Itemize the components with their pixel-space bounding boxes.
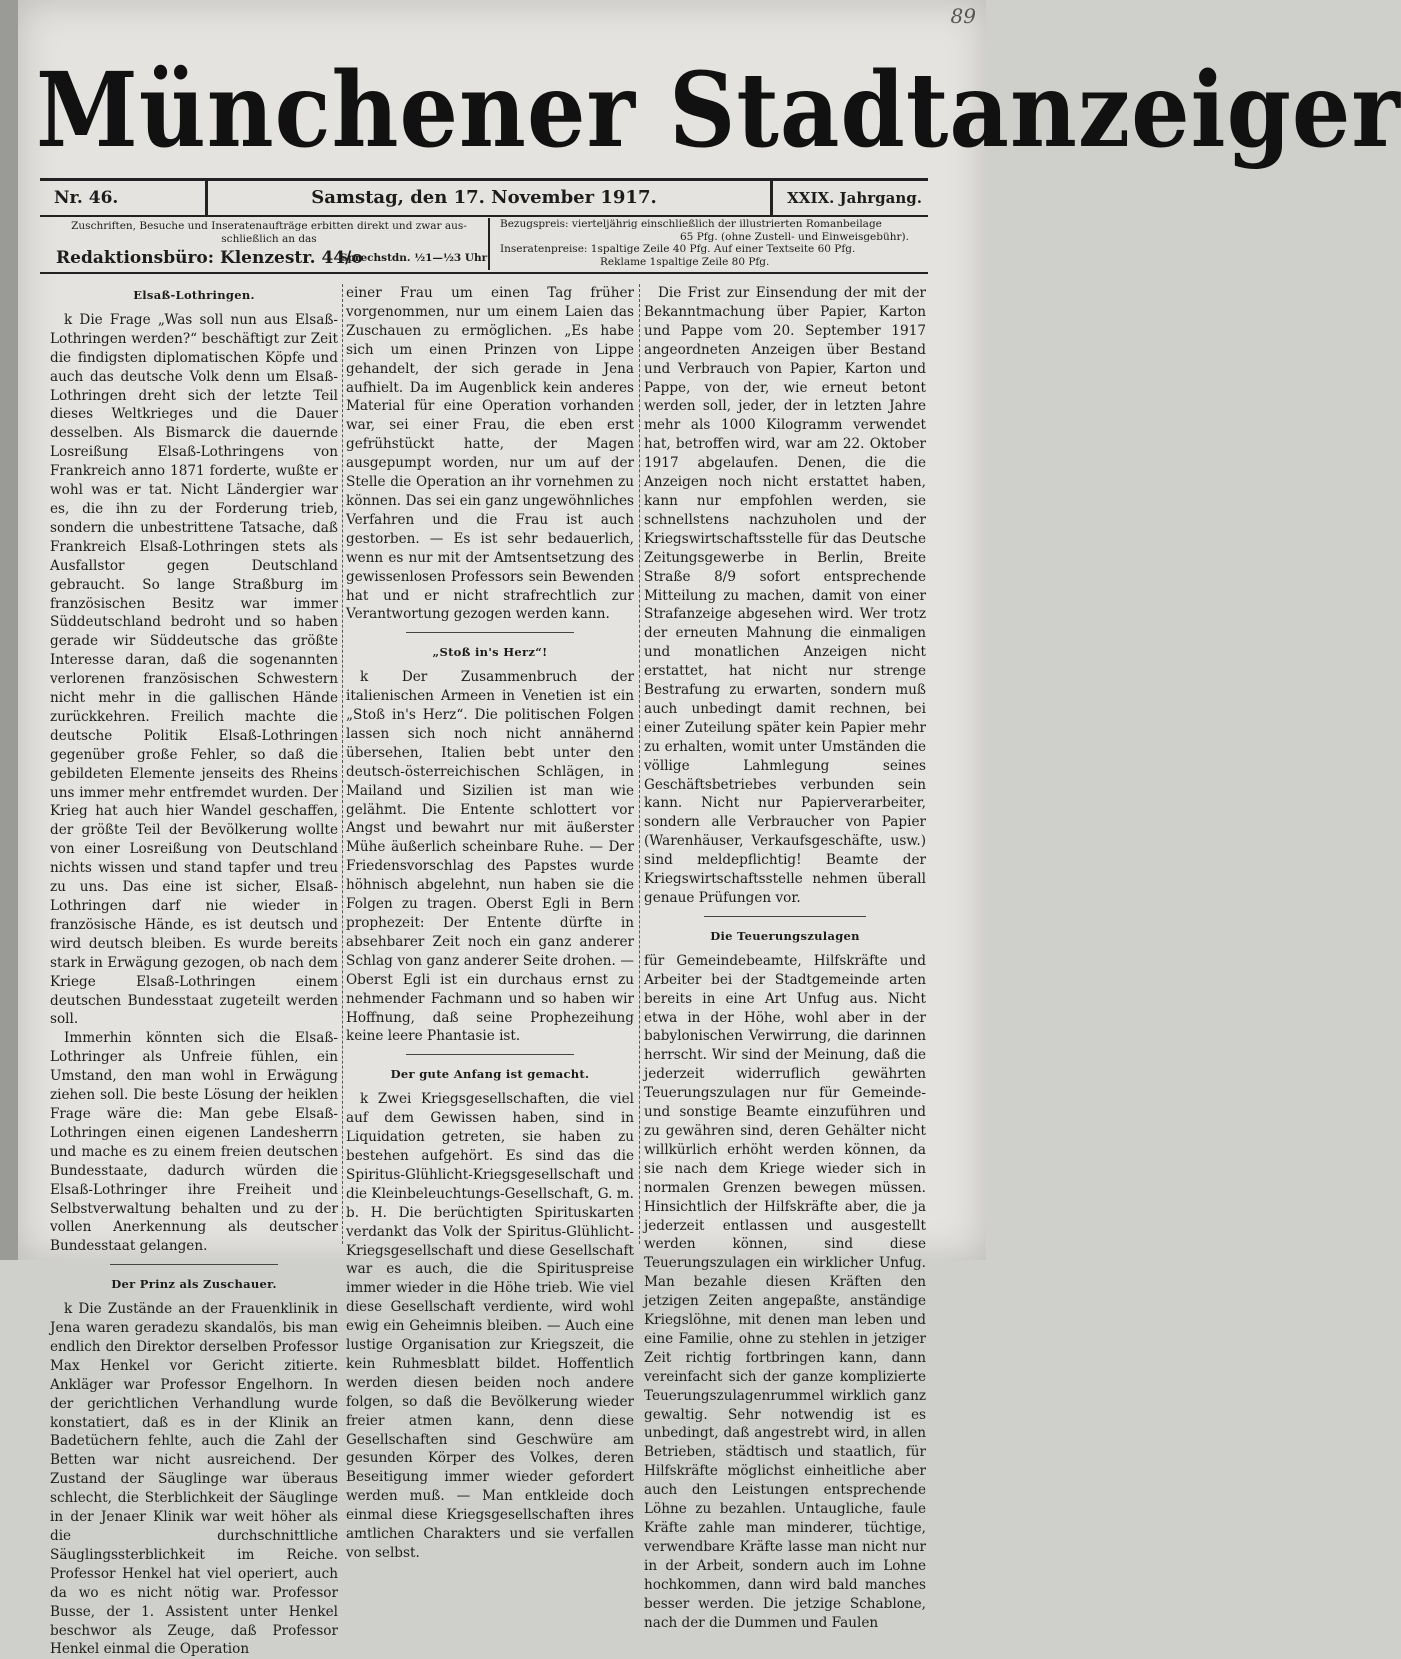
masthead-title: Münchener Stadtanzeiger (36, 49, 1401, 171)
contact-note-line: schließlich an das (221, 233, 317, 245)
pricing-line: 65 Pfg. (ohne Zustell- und Einweisgebühr). (680, 230, 909, 243)
article-paragraph: k Die Frage „Was soll nun aus Elsaß-Lothringen werden?“ beschäftigt zur Zeit die findigsten diplomatischen Köpfe und auch das deutsche Volk denn um Elsaß-Lothringen dreht sich der letzte Teil dieses Weltkrieges und die Dauer desselben. Als Bismarck die dauernde Losreißung Elsaß-Lothringens von Frankreich anno 1871 forderte, wußte er wohl was er tat. Nicht Ländergier war es, die ihn zu der Forderung trieb, sondern die unbestrittene Tatsache, daß Frankreich Elsaß-Lothringen stets als Ausfallstor gegen Deutschland gebraucht. So lange Straßburg im französischen Besitz war immer Süddeutschland bedroht und so haben gerade wir Süddeutsche das größte Interesse daran, daß die sogenannten verlorenen französischen Schwestern nicht mehr in die gallischen Hände zurückkehren. Freilich machte die deutsche Politik Elsaß-Lothringen gegenüber große Fehler, so daß die gebildeten Elemente jenseits des Rheins uns immer mehr entfremdet wurden. Der Krieg hat auch hier Wandel geschaffen, der größte Teil der Bevölkerung wollte von einer Losreißung von Deutschland nichts wissen und stand tapfer und treu zu uns. Das eine ist sicher, Elsaß-Lothringen darf nie wieder in französische Hände, es ist deutsch und wird deutsch bleiben. Es wurde bereits stark in Erwägung gezogen, ob nach dem Kriege Elsaß-Lothringen einem deutschen Bundesstaat zugeteilt werden soll. (50, 311, 338, 1028)
issue-date: Samstag, den 17. November 1917. (311, 187, 657, 208)
column-divider (342, 284, 343, 1244)
article-paragraph: einer Frau um einen Tag früher vorgenommen, nur um einem Laien das Zuschauen zu ermöglichen. „Es habe sich um einen Prinzen von Lippe gehandelt, der sich gerade in Jena aufhielt. Da im Augenblick kein anderes Material für eine Operation vorhanden war, sei einer Frau, die eben erst gefrühstückt hatte, der Magen ausgepumpt worden, nur um auf der Stelle die Operation an ihr vornehmen zu können. Das sei ein ganz ungewöhnliches Verfahren und die Frau ist auch gestorben. — Es ist sehr bedauerlich, wenn es nur mit der Amtsentsetzung des gewissenlosen Professors sein Bewenden hat und er nicht strafrechtlich zur Verantwortung gezogen werden kann. (346, 285, 634, 623)
info-divider (488, 218, 490, 270)
issue-number: Nr. 46. (54, 188, 119, 208)
column-divider (639, 284, 640, 1244)
pricing-line: Inseratenpreise: 1spaltige Zeile 40 Pfg. Auf einer Textseite 60 Pfg. (500, 243, 856, 255)
article-paragraph: k Die Zustände an der Frauenklinik in Jena waren geradezu skandalös, bis man endlich den Direktor derselben Professor Max Henkel vor Gericht zitierte. Ankläger war Professor Engelhorn. In der gerichtlichen Verhandlung wurde konstatiert, daß es in der Klinik an Badetüchern fehlte, auch die Zahl der Betten war nicht ausreichend. Der Zustand der Säuglinge war überaus schlecht, die Sterblichkeit der Säuglinge in der Jenaer Klinik war weit höher als die durchschnittliche Säuglingssterblichkeit im Reiche. Professor Henkel hat viel operiert, auch da wo es nicht nötig war. Professor Busse, der 1. Assistent unter Henkel beschwor als Zeuge, daß Professor Henkel einmal die Operation (50, 1301, 338, 1658)
issue-dateline (40, 178, 928, 217)
article-heading: Der Prinz als Zuschauer. (111, 1277, 277, 1292)
article-heading: Der gute Anfang ist gemacht. (390, 1067, 590, 1082)
article-heading: Die Teuerungszulagen (710, 928, 860, 943)
contact-note-line: Zuschriften, Besuche und Inseratenaufträge erbitten direkt und zwar aus- (71, 220, 467, 232)
article-heading: Elsaß-Lothringen. (133, 288, 255, 302)
pricing-block (500, 218, 925, 268)
issue-volume: XXIX. Jahrgang. (787, 189, 922, 207)
pricing-line: Bezugspreis: vierteljährig einschließlich der illustrierten Romanbeilage (500, 218, 882, 230)
column-1 (50, 284, 338, 1658)
article-paragraph: für Gemeindebeamte, Hilfskräfte und Arbeiter bei der Stadtgemeinde arten bereits in eine Art Unfug aus. Nicht etwa in der Höhe, wohl aber in der babylonischen Verwirrung, die darinnen herrscht. Wir sind der Meinung, daß die jederzeit widerruflich gewährten Teuerungszulagen nur für Gemeinde- und sonstige Beamte einzuführen und zu gewähren sind, deren Gehälter nicht willkürlich erhöht werden können, da sie nach dem Kriege wieder sich in normalen Grenzen bewegen müssen. Hinsichtlich der Hilfskräfte aber, die ja jederzeit entlassen und ausgestellt werden können, sind diese Teuerungszulagen ein wirklicher Unfug. Man bezahle diesen Kräften den jetzigen Zeiten angepaßte, anständige Kriegslöhne, mit denen man leben und eine Familie, ohne zu stehlen in jetziger Zeit richtig fortbringen kann, dann vereinfacht sich der ganze komplizierte Teuerungszulagenrummel wirklich ganz gewaltig. Sehr notwendig ist es unbedingt, daß angestrebt wird, in allen Betrieben, städtisch und staatlich, für Hilfskräfte möglichst einheitliche aber auch den Leistungen entsprechende Löhne zu bezahlen. Untaugliche, faule Kräfte zahle man minderer, tüchtige, verwendbare Kräfte lasse man nicht nur in der Arbeit, sondern auch im Lohne hochkommen, dann wird bald manches besser werden. Die jetzige Schablone, nach der die Dummen und Faulen (644, 952, 926, 1631)
column-3 (644, 284, 926, 1649)
article-separator (110, 1264, 278, 1265)
article-separator (406, 1054, 574, 1055)
column-2 (346, 284, 634, 1649)
article-heading: „Stoß in's Herz“! (432, 645, 548, 660)
scan-left-edge (0, 0, 18, 1260)
office-address: Redaktionsbüro: Klenzestr. 44/o (56, 248, 363, 268)
office-hours: Sprechstdn. ½1—½3 Uhr (340, 252, 488, 264)
article-paragraph: k Der Zusammenbruch der italienischen Armeen in Venetien ist ein „Stoß in's Herz“. Die politischen Folgen lassen sich noch nicht annähernd übersehen, Italien bebt unter den deutsch-österreichischen Schlägen, in Mailand und Sizilien ist man wie gelähmt. Die Entente schlottert vor Angst und bewahrt nur mit äußerster Mühe äußerlich scheinbare Ruhe. — Der Friedensvorschlag des Papstes wurde höhnisch abgelehnt, nun haben sie die Folgen zu tragen. Oberst Egli in Bern prophezeit: Der Entente dürfte in absehbarer Zeit noch ein ganz anderer Schlag von ganz anderer Seite drohen. — Oberst Egli ist ein durchaus ernst zu nehmender Fachmann und so haben wir Hoffnung, daß seine Prophezeihung keine leere Phantasie ist. (346, 669, 634, 1045)
info-block (40, 216, 928, 274)
dateline-divider (770, 181, 773, 215)
article-separator (406, 632, 574, 633)
contact-note (54, 220, 484, 246)
article-paragraph: Die Frist zur Einsendung der mit der Bekanntmachung über Papier, Karton und Pappe vom 20. September 1917 angeordneten Anzeigen über Bestand und Verbrauch von Papier, Karton und Pappe, von der, wie erneut betont werden soll, jeder, der in letzten Jahre mehr als 1000 Kilogramm verwendet hat, betroffen wird, war am 22. Oktober 1917 abgelaufen. Denen, die die Anzeigen noch nicht erstattet haben, kann nur empfohlen werden, sie schnellstens nachzuholen und der Kriegswirtschaftsstelle für das Deutsche Zeitungsgewerbe in Berlin, Breite Straße 8/9 sofort entsprechende Mitteilung zu machen, damit von einer Strafanzeige abgesehen wird. Wer trotz der erneuten Mahnung die einmaligen und monatlichen Anzeigen nicht erstattet, hat nicht nur strenge Bestrafung zu erwarten, sondern muß auch unbedingt damit rechnen, bei einer Zuteilung später kein Papier mehr zu erhalten, womit unter Umständen die völlige Lahmlegung seines Geschäftsbetriebes verbunden sein kann. Nicht nur Papierverarbeiter, sondern alle Verbraucher von Papier (Warenhäuser, Verkaufsgeschäfte, usw.) sind meldepflichtig! Beamte der Kriegswirtschaftsstelle nehmen überall genaue Prüfungen vor. (644, 285, 926, 906)
article-paragraph: Immerhin könnten sich die Elsaß-Lothringer als Unfreie fühlen, ein Umstand, den man wohl in Erwägung ziehen soll. Die beste Lösung der heiklen Frage wäre die: Man gebe Elsaß-Lothringen einen eigenen Landesherrn und mache es zu einem freien deutschen Bundesstaate, dadurch würden die Elsaß-Lothringer ihre Freiheit und Selbstverwaltung behalten und zu der vollen Anerkennung als deutscher Bundesstaat gelangen. (50, 1030, 338, 1255)
article-paragraph: k Zwei Kriegsgesellschaften, die viel auf dem Gewissen haben, sind in Liquidation getreten, sie haben zu bestehen aufgehört. Es sind das die Spiritus-Glühlicht-Kriegsgesellschaft und die Kleinbeleuchtungs-Gesellschaft, G. m. b. H. Die berüchtigten Spirituskarten verdankt das Volk der Spiritus-Glühlicht-Kriegsgesellschaft und diese Gesellschaft war es auch, die die Spirituspreise immer wieder in die Höhe trieb. Wie viel diese Gesellschaft verdiente, wird wohl ewig ein Geheimnis bleiben. — Auch eine lustige Organisation zur Kriegszeit, die kein Ruhmesblatt bildet. Hoffentlich werden diesen beiden noch andere folgen, so daß die Bevölkerung wieder freier atmen kann, denn diese Gesellschaften sind Geschwüre am gesunden Körper des Volkes, deren Beseitigung immer wieder gefordert werden muß. — Man entkleide doch einmal diese Kriegsgesellschaften ihres amtlichen Charakters und sie verfallen von selbst. (346, 1091, 635, 1561)
article-separator (704, 916, 866, 917)
page-number: 89 (950, 4, 976, 28)
pricing-line: Reklame 1spaltige Zeile 80 Pfg. (600, 255, 770, 268)
